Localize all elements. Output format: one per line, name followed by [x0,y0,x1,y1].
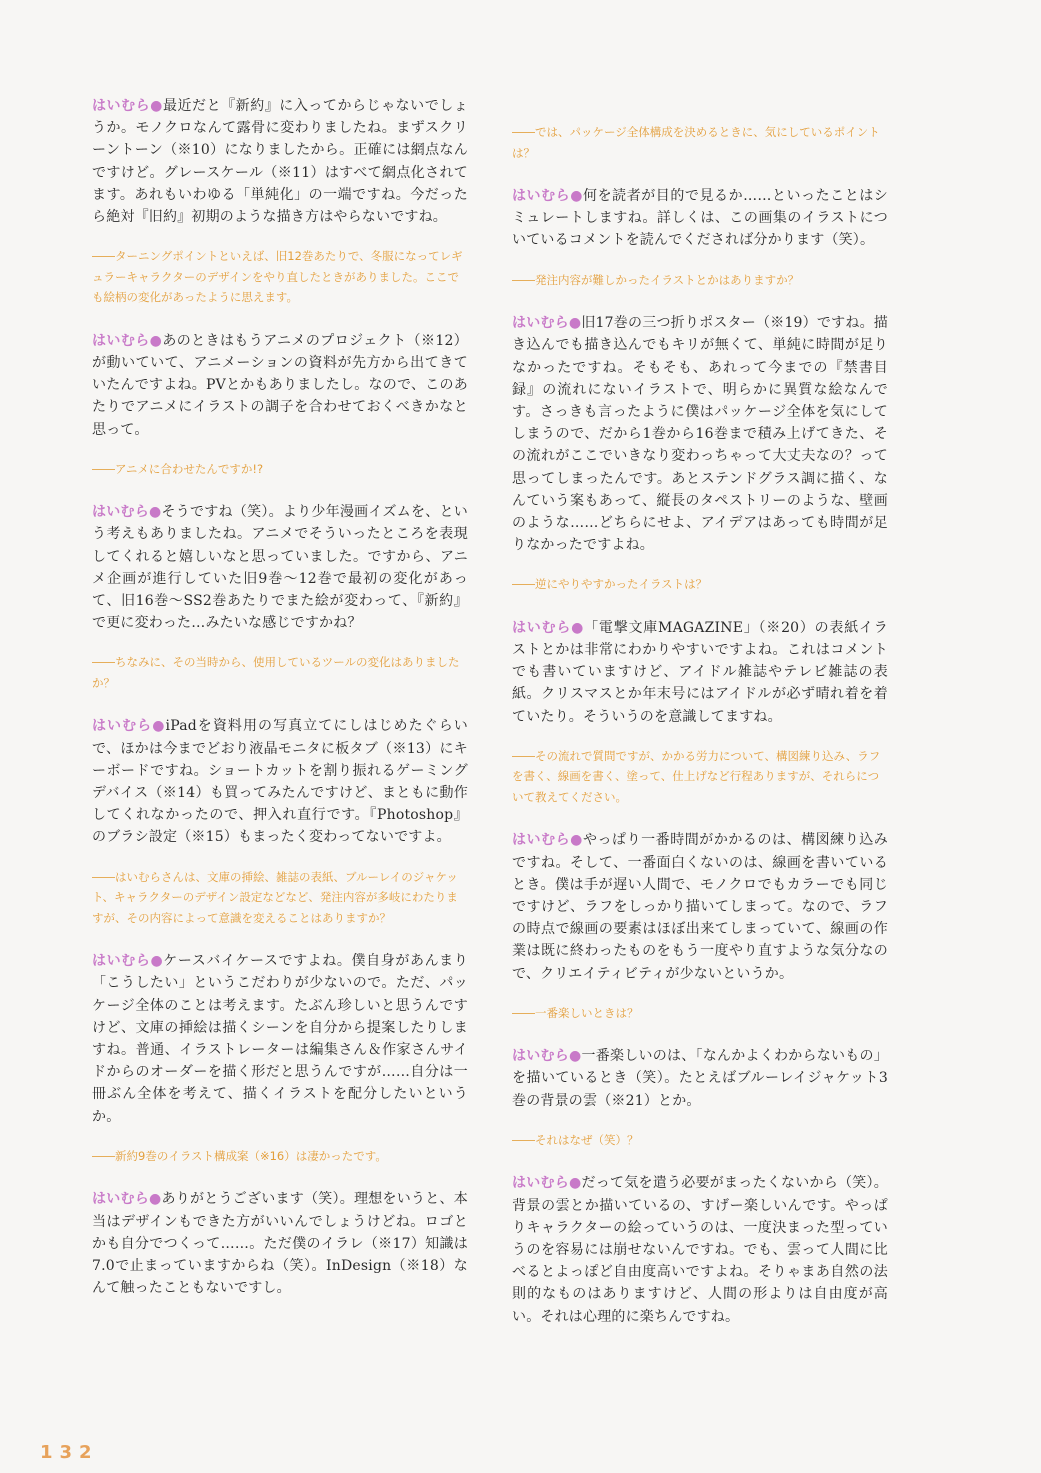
answer-paragraph [512,185,888,252]
speaker-label: はいむら● [92,953,164,970]
interview-question: ――アニメに合わせたんですか!? [92,461,264,476]
left-column [92,95,468,1317]
answer-text: あのときはもうアニメのプロジェクト（※12）が動いていて、アニメーションの資料が先方から出てきていたんですよね。PVとかもありましたし。なので、このあたりでアニメにイラストの調子を合わせておくべきかなと思って。 [92,332,468,438]
answer-text: 旧17巻の三つ折りポスター（※19）ですね。描き込んでも描き込んでもキリが無くて、単純に時間が足りなかったですね。そもそも、あれって今までの『禁書目録』の流れにないイラストで、明らかに異質な絵なんです。さっきも言ったように僕はパッケージ全体を気にしてしまうので、だから1巻から16巻まで積み上げてきた、その流れがここでいきなり変わっちゃって大丈夫なの？って思ってしまったんです。あとステンドグラス調に描く、なんていう案もあって、縦長のタペストリーのような、壁画のような……どちらにせよ、アイデアはあっても時間が足りなかったですよね。 [512,315,888,554]
answer-text: 「電撃文庫MAGAZINE」（※20）の表紙イラストとかは非常にわかりやすいですよね。これはコメントでも書いていますけど、アイドル雑誌やテレビ雑誌の表紙。クリスマスとか年末号にはアイドルが必ず晴れ着を着ていたり。そういうのを意識してますね。 [512,619,888,725]
answer-paragraph [512,1172,888,1327]
speaker-label: はいむら● [92,332,163,349]
speaker-label: はいむら● [92,504,162,521]
answer-text: やっぱり一番時間がかかるのは、構図練り込みですね。そして、一番面白くないのは、線画を書いているとき。僕は手が遅い人間で、モノクロでもカラーでも同じですけど、ラフをしっかり描いてしまって。なので、ラフの時点で線画の要素はほぼ出来てしまっていて、線画の作業は既に終わったものをもう一度やり直すような気分なので、クリエイティビティが少ないというか。 [512,832,888,982]
speaker-label: はいむら● [92,1191,162,1208]
answer-paragraph [512,312,888,556]
speaker-label: はいむら● [92,98,163,114]
speaker-label: はいむら● [512,619,585,636]
answer-paragraph [512,829,888,984]
speaker-label: はいむら● [512,832,583,849]
interview-question: ――ターニングポイントといえば、旧12巻あたりで、冬服になってレギュラーキャラクターのデザインをやり直したときがありました。ここでも絵柄の変化があったように思えます。 [92,249,463,305]
page-number: 132 [40,1442,99,1463]
interview-question: ――では、パッケージ全体構成を決めるときに、気にしているポイントは？ [512,125,880,160]
answer-paragraph [92,95,468,228]
interview-question: ――一番楽しいときは？ [512,1005,639,1020]
interview-question: ――はいむらさんは、文庫の挿絵、雑誌の表紙、ブルーレイのジャケット、キャラクターのデザイン設定などなど、発注内容が多岐にわたりますが、その内容によって意識を変えることはありますか？ [92,869,458,925]
interview-question: ――ちなみに、その当時から、使用しているツールの変化はありましたか？ [92,655,460,690]
answer-paragraph [92,330,468,441]
answer-text: ありがとうございます（笑）。理想をいうと、本当はデザインもできた方がいいんでしょうけどね。ロゴとかも自分でつくって……。ただ僕のイラレ（※17）知識は7.0で止まっていますからね（笑）。InDesign（※18）なんて触ったこともないですし。 [92,1191,468,1297]
answer-paragraph [92,501,468,634]
answer-text: iPadを資料用の写真立てにしはじめたぐらいで、ほかは今までどおり液晶モニタに板タブ（※13）にキーボードですね。ショートカットを割り振れるゲーミングデバイス（※14）も買ってみたんですけど、まともに動作してくれなかったので、押入れ直行です。『Photoshop』のブラシ設定（※15）もまったく変わってないですよ。 [92,718,469,846]
answer-text: そうですね（笑）。より少年漫画イズムを、という考えもありましたね。アニメでそういったところを表現してくれると嬉しいなと思っていました。ですから、アニメ企画が進行していた旧9巻～12巻で最初の変化があって、旧16巻～SS2巻あたりでまた絵が変わって、『新約』で更に変わった…みたいな感じですかね？ [92,504,468,632]
answer-text: だって気を遣う必要がまったくないから（笑）。背景の雲とか描いているの、すげー楽しいんです。やっぱりキャラクターの絵っていうのは、一度決まった型っていうのを容易には崩せないんですね。でも、雲って人間に比べるとよっぽど自由度高いですよね。そりゃまあ自然の法則的なものはありますけど、人間の形よりは自由度が高い。それは心理的に楽ちんですね。 [512,1175,888,1325]
answer-paragraph [92,715,468,848]
speaker-label: はいむら● [512,315,582,332]
answer-paragraph [92,1188,468,1299]
right-column [512,122,888,1346]
interview-question: ――その流れで質問ですが、かかる労力について、構図練り込み、ラフを書く、線画を書く、塗って、仕上げなど行程ありますが、それらについて教えてください。 [512,748,881,804]
interview-question: ――逆にやりやすかったイラストは？ [512,577,708,592]
interview-question: ――発注内容が難しかったイラストとかはありますか？ [512,272,800,287]
answer-text: 最近だと『新約』に入ってからじゃないでしょうか。モノクロなんて露骨に変わりましたね。まずスクリーントーン（※10）になりましたから。正確には網点なんですけど。グレースケール（※11）はすべて網点化されてます。あれもいわゆる「単純化」の一端ですね。今だったら絶対『旧約』初期のような描き方はやらないですね。 [92,98,468,226]
answer-text: ケースバイケースですよね。僕自身があんまり「こうしたい」というこだわりが少ないので。ただ、パッケージ全体のことは考えます。たぶん珍しいと思うんですけど、文庫の挿絵は描くシーンを自分から提案したりしますね。普通、イラストレーターは編集さん＆作家さんサイドからのオーダーを描く形だと思うんですが……自分は一冊ぶん全体を考えて、描くイラストを配分したいというか。 [92,953,468,1125]
interview-question: ――それはなぜ（笑）？ [512,1132,639,1147]
interview-question: ――新約9巻のイラスト構成案（※16）は凄かったです。 [92,1148,387,1163]
speaker-label: はいむら● [512,1175,582,1192]
answer-paragraph [92,950,468,1128]
answer-text: 何を読者が目的で見るか……といったことはシミュレートしますね。詳しくは、この画集のイラストについているコメントを読んでくだされば分かります（笑）。 [512,188,889,249]
speaker-label: はいむら● [512,188,584,204]
speaker-label: はいむら● [92,718,166,735]
speaker-label: はいむら● [512,1048,582,1065]
answer-paragraph [512,1045,888,1112]
answer-paragraph [512,617,888,728]
answer-text: 一番楽しいのは、「なんかよくわからないもの」を描いているとき（笑）。たとえばブルーレイジャケット3巻の背景の雲（※21）とか。 [512,1048,888,1109]
